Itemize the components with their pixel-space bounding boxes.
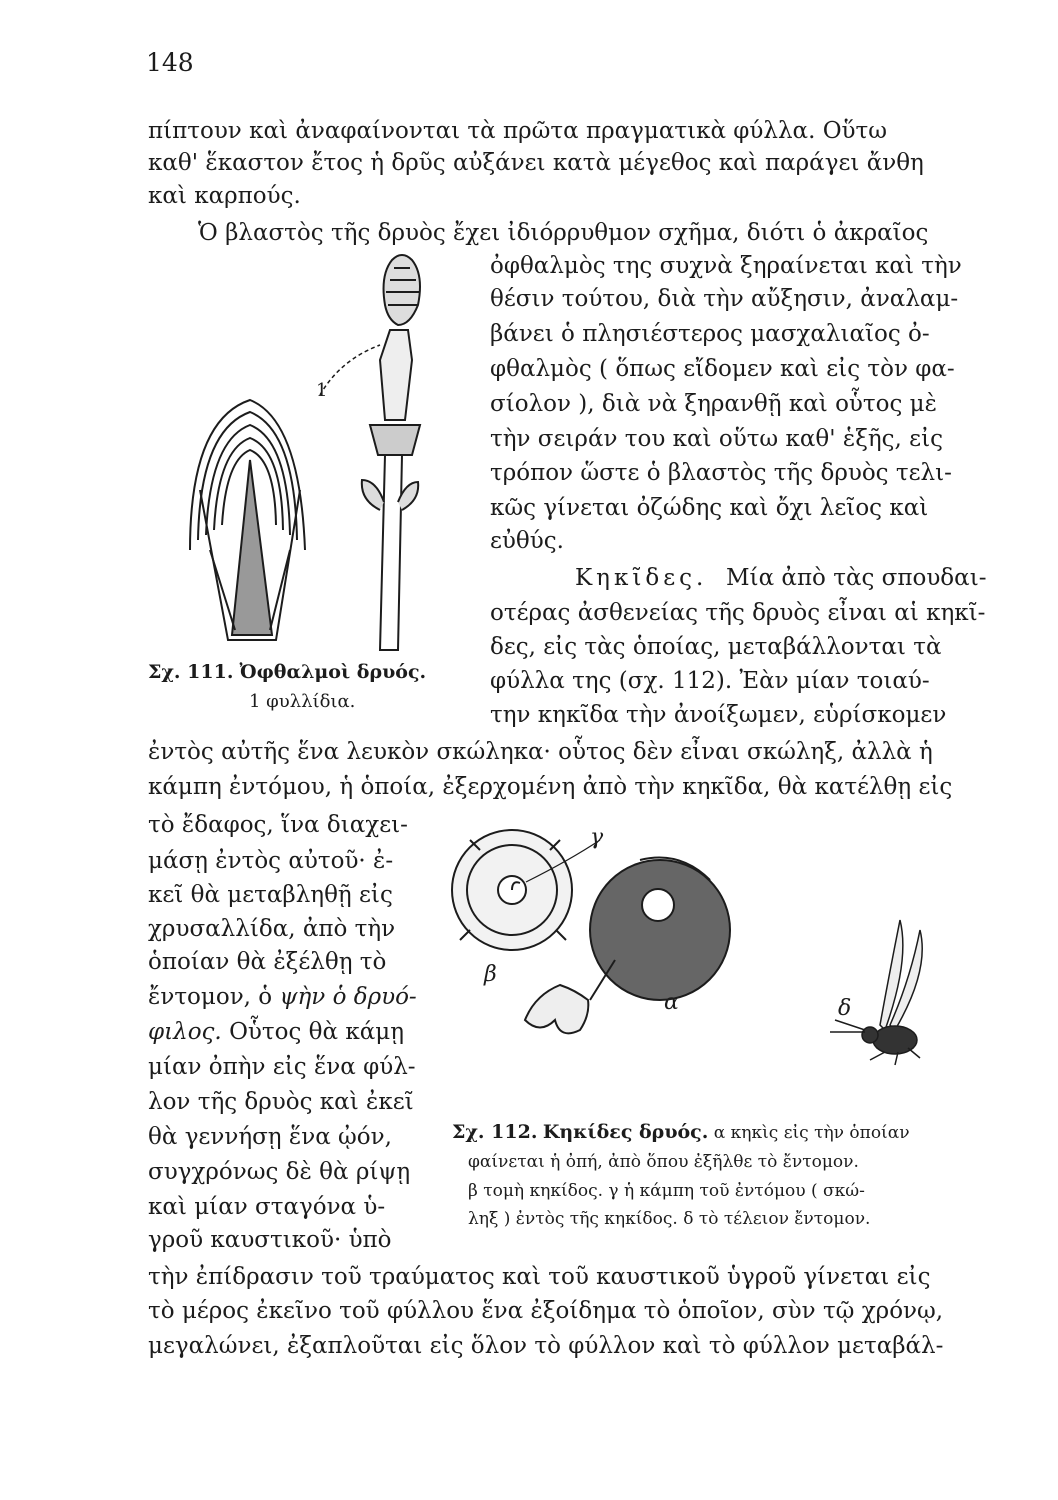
paragraph-line: θὰ γεννήσῃ ἕνα ᾠόν, [148, 1124, 392, 1150]
figure-112-caption-line: φαίνεται ἡ ὀπή, ἀπὸ ὅπου ἐξῆλθε τὸ ἔντομον. [468, 1152, 859, 1172]
twig-drawing [362, 255, 420, 650]
figure-111-title: Ὀφθαλμοὶ δρυός. [239, 661, 427, 683]
paragraph-line: μάσῃ ἐντὸς αὐτοῦ· ἐ- [148, 848, 394, 874]
paragraph-line: ὀφθαλμὸς της συχνὰ ξηραίνεται καὶ τὴν [490, 253, 962, 279]
paragraph-text: Οὗτος θὰ κάμῃ [229, 1019, 404, 1045]
paragraph-line: μίαν ὀπὴν εἰς ἕνα φύλ- [148, 1054, 416, 1080]
figure-111-label-1: 1 [316, 380, 328, 401]
insect-drawing [830, 920, 922, 1065]
paragraph-line [148, 1017, 404, 1047]
paragraph-line: τρόπον ὥστε ὁ βλαστὸς τῆς δρυὸς τελι- [490, 460, 952, 486]
figure-112-caption-line: ληξ ) ἐντὸς τῆς κηκίδος. δ τὸ τέλειον ἔντομον. [468, 1209, 871, 1229]
paragraph-line: φύλλα της (σχ. 112). Ἐὰν μίαν τοιαύ- [490, 668, 930, 694]
paragraph-line: τὸ ἔδαφος, ἵνα διαχει- [148, 812, 408, 838]
paragraph-line: βάνει ὁ πλησιέστερος μασχαλιαῖος ὀ- [490, 321, 930, 347]
section-heading: Κηκῖδες. [575, 565, 708, 591]
gall-section-drawing [452, 830, 572, 950]
paragraph-line: καὶ μίαν σταγόνα ὑ- [148, 1194, 386, 1220]
figure-112-label-delta: δ [838, 996, 852, 1021]
paragraph-line: εὐθύς. [490, 528, 564, 554]
page-number: 148 [146, 48, 194, 77]
species-name-end: φιλος. [148, 1019, 222, 1045]
paragraph-line: κεῖ θὰ μεταβληθῇ εἰς [148, 882, 393, 908]
paragraph-line: τὸ μέρος ἐκεῖνο τοῦ φύλλου ἕνα ἐξοίδημα τὸ ὁποῖον, σὺν τῷ χρόνῳ, [148, 1298, 944, 1324]
figure-111-number: Σχ. 111. [148, 661, 234, 683]
paragraph-line: την κηκῖδα τὴν ἀνοίξωμεν, εὑρίσκομεν [490, 702, 947, 728]
paragraph-line: γροῦ καυστικοῦ· ὑπὸ [148, 1227, 392, 1253]
label-leader-line [320, 345, 380, 395]
paragraph-line: θέσιν τούτου, διὰ τὴν αὔξησιν, ἀναλαμ- [490, 286, 959, 312]
figure-112-label-gamma: γ [590, 825, 604, 850]
paragraph-line: οτέρας ἀσθενείας τῆς δρυὸς εἶναι αἱ κηκῖ- [490, 600, 986, 626]
paragraph-line: φθαλμὸς ( ὅπως εἴδομεν καὶ εἰς τὸν φα- [490, 356, 955, 382]
paragraph-line: χρυσαλλίδα, ἀπὸ τὴν [148, 916, 396, 942]
gall-whole-drawing [590, 858, 730, 1001]
figure-111-illustration [180, 250, 480, 665]
paragraph-text: ἔντομον, ὁ [148, 984, 273, 1010]
paragraph-line: πίπτουν καὶ ἀναφαίνονται τὰ πρῶτα πραγματικὰ φύλλα. Οὕτω [148, 118, 888, 144]
paragraph-line: ἐντὸς αὐτῆς ἕνα λευκὸν σκώληκα· οὗτος δὲν εἶναι σκώληξ, ἀλλὰ ἡ [148, 739, 933, 765]
paragraph-line: Μία ἀπὸ τὰς σπουδαι- [726, 565, 987, 591]
figure-112-illustration [440, 820, 980, 1070]
paragraph-line: συγχρόνως δὲ θὰ ρίψῃ [148, 1159, 411, 1185]
paragraph-line: καθ' ἕκαστον ἔτος ἡ δρῦς αὐξάνει κατὰ μέγεθος καὶ παράγει ἄνθη [148, 150, 924, 176]
figure-112-caption [452, 1120, 910, 1145]
species-name: ψὴν ὁ δρυό- [279, 984, 417, 1010]
paragraph-line: Ὁ βλαστὸς τῆς δρυὸς ἔχει ἰδιόρρυθμον σχῆμα, διότι ὁ ἀκραῖος [198, 220, 929, 246]
figure-111-note: 1 φυλλίδια. [249, 691, 356, 712]
paragraph-line: καὶ καρπούς. [148, 183, 301, 209]
figure-112-caption-text: α κηκὶς εἰς τὴν ὁποίαν [713, 1123, 910, 1143]
figure-112-caption-line: β τομὴ κηκίδος. γ ἡ κάμπη τοῦ ἐντόμου ( σκώ- [468, 1181, 865, 1201]
figure-112-label-alpha: α [664, 990, 679, 1015]
paragraph-line: τὴν ἐπίδρασιν τοῦ τραύματος καὶ τοῦ καυστικοῦ ὑγροῦ γίνεται εἰς [148, 1264, 931, 1290]
paragraph-line: κάμπη ἐντόμου, ἡ ὁποία, ἐξερχομένη ἀπὸ τὴν κηκῖδα, θὰ κατέλθῃ εἰς [148, 774, 953, 800]
paragraph-line: δες, εἰς τὰς ὁποίας, μεταβάλλονται τὰ [490, 634, 942, 660]
paragraph-line: κῶς γίνεται ὀζώδης καὶ ὄχι λεῖος καὶ [490, 495, 929, 521]
paragraph-line: ὁποίαν θὰ ἐξέλθῃ τὸ [148, 949, 387, 975]
paragraph-line: μεγαλώνει, ἐξαπλοῦται εἰς ὅλον τὸ φύλλον καὶ τὸ φύλλον μεταβάλ- [148, 1333, 944, 1359]
paragraph-line: λον τῆς δρυὸς καὶ ἐκεῖ [148, 1089, 414, 1115]
paragraph-line: σίολον ), διὰ νὰ ξηρανθῇ καὶ οὗτος μὲ [490, 391, 937, 417]
figure-112-title: Κηκίδες δρυός. [542, 1121, 709, 1143]
paragraph-line: τὴν σειράν του καὶ οὕτω καθ' ἑξῆς, εἰς [490, 426, 943, 452]
paragraph-line [148, 982, 417, 1012]
stem-leaf-drawing [525, 960, 615, 1033]
figure-112-label-beta: β [484, 962, 497, 987]
figure-111-caption [148, 660, 426, 684]
figure-112-number: Σχ. 112. [452, 1121, 538, 1143]
bud-section-drawing [190, 400, 305, 640]
